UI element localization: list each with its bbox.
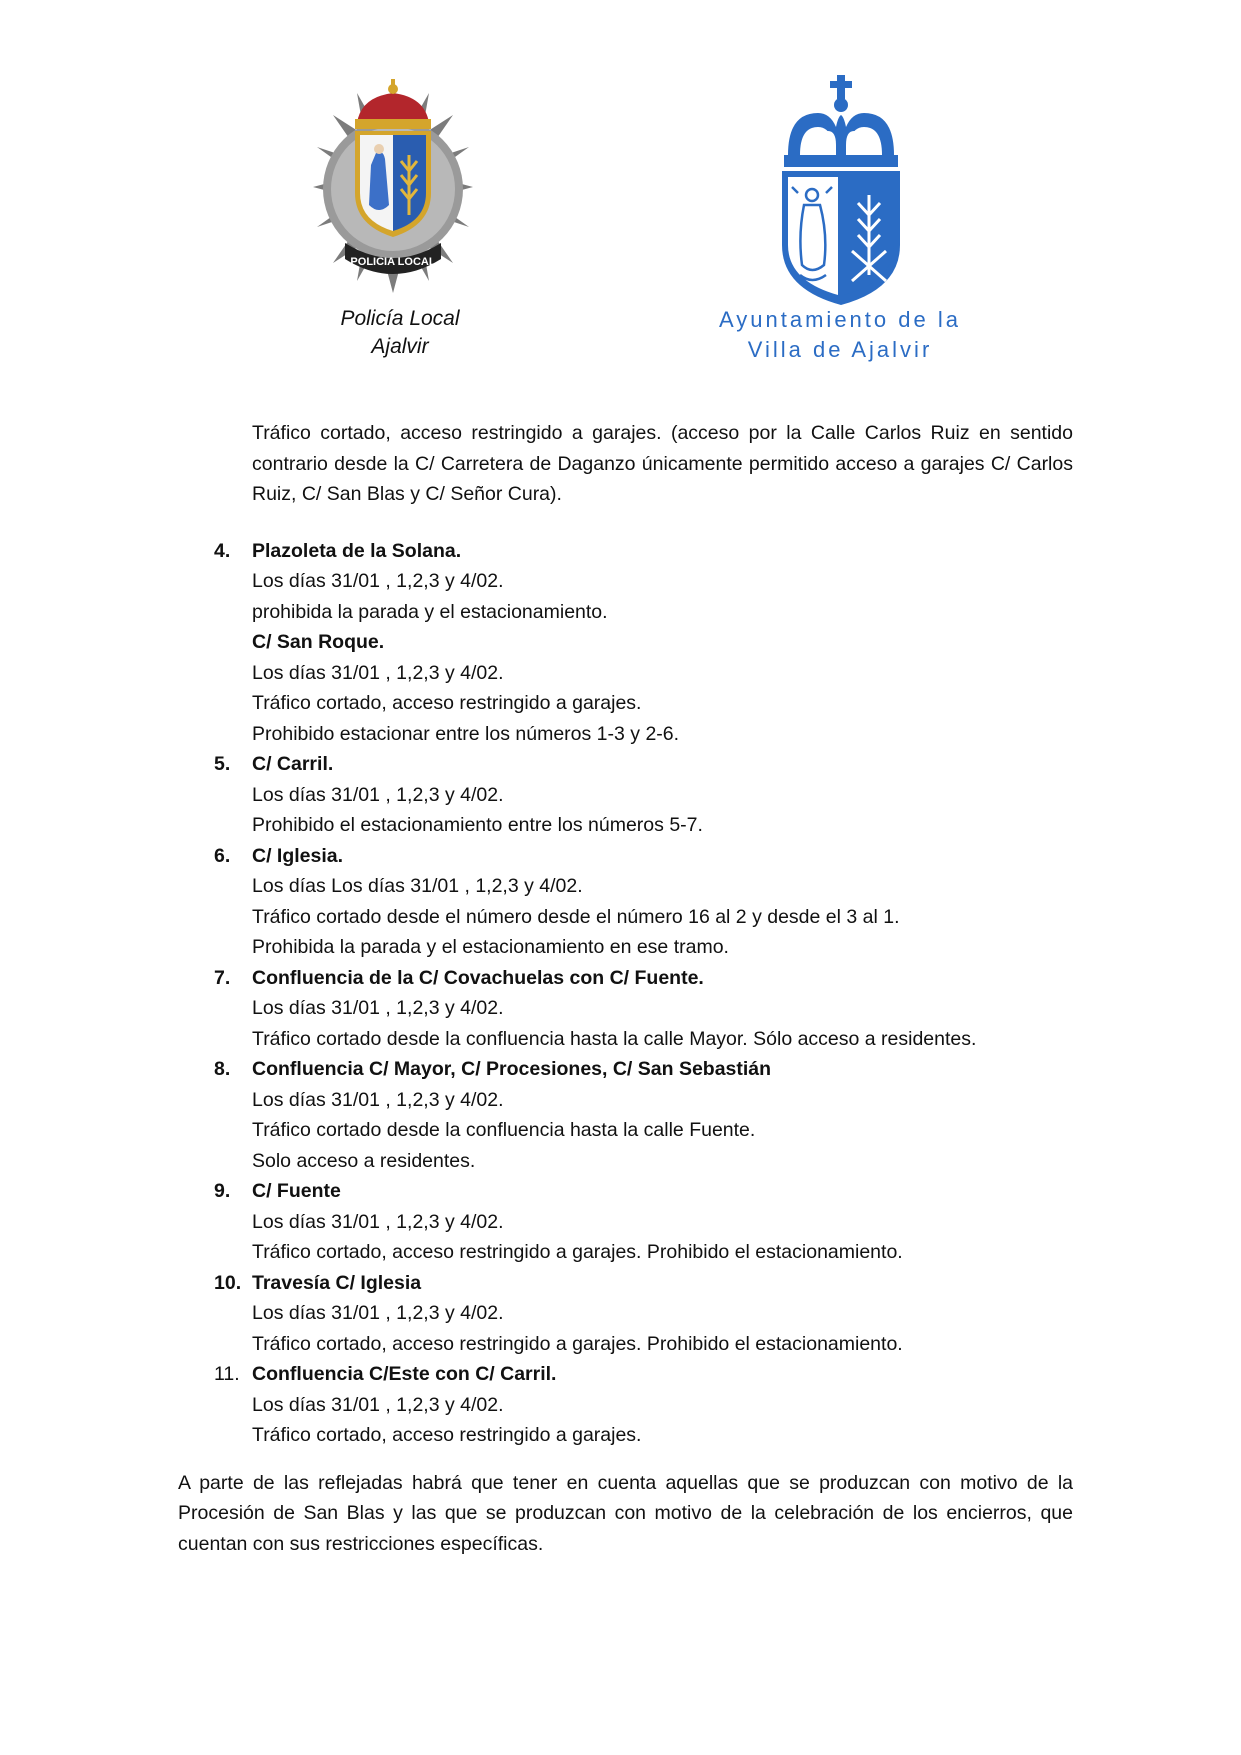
town-caption: [690, 305, 990, 365]
item-line: Los días 31/01 , 1,2,3 y 4/02.: [252, 1210, 504, 1233]
item-line: Los días 31/01 , 1,2,3 y 4/02.: [252, 1393, 504, 1416]
police-caption: [300, 305, 500, 361]
list-item: [178, 536, 1073, 750]
item-line: prohibida la parada y el estacionamiento.: [252, 600, 608, 623]
town-caption-line2: Villa de Ajalvir: [747, 337, 933, 362]
police-caption-line1: Policía Local: [340, 307, 460, 330]
badge-text: POLICIA LOCAL: [350, 256, 436, 268]
item-line: Tráfico cortado, acceso restringido a garajes.: [252, 1424, 642, 1446]
item-number: 11.: [214, 1363, 240, 1385]
item-line: Tráfico cortado, acceso restringido a garajes. Prohibido el estacionamiento.: [252, 1241, 903, 1263]
ayuntamiento-coat-of-arms-logo: [778, 75, 904, 307]
item-number: 8.: [214, 1058, 231, 1080]
item-subtitle: C/ San Roque.: [252, 631, 385, 653]
item-line: Tráfico cortado desde la confluencia hasta la calle Fuente.: [252, 1119, 756, 1141]
item-title: C/ Carril.: [252, 753, 334, 775]
item-line: Tráfico cortado desde la confluencia hasta la calle Mayor. Sólo acceso a residentes.: [252, 1027, 977, 1050]
item-line: Prohibido estacionar entre los números 1-3 y 2-6.: [252, 722, 680, 745]
list-item: [178, 963, 1073, 1055]
item-title: Travesía C/ Iglesia: [252, 1271, 422, 1294]
item-number: 6.: [214, 844, 231, 867]
item-title: Confluencia de la C/ Covachuelas con C/ Fuente.: [252, 966, 704, 989]
item-line: Los días 31/01 , 1,2,3 y 4/02.: [252, 1088, 504, 1111]
item-number: 5.: [214, 753, 231, 775]
restriction-list: [178, 536, 1073, 1451]
list-item: [178, 1054, 1073, 1176]
item-title: C/ Iglesia.: [252, 844, 344, 867]
item-line: Tráfico cortado, acceso restringido a garajes. Prohibido el estacionamiento.: [252, 1332, 903, 1355]
item-line: Solo acceso a residentes.: [252, 1149, 476, 1172]
item-number: 7.: [214, 966, 231, 989]
item-line: Los días 31/01 , 1,2,3 y 4/02.: [252, 1302, 504, 1324]
item-line: Prohibida la parada y el estacionamiento en ese tramo.: [252, 936, 729, 958]
item-line: Los días 31/01 , 1,2,3 y 4/02.: [252, 997, 504, 1019]
item-title: Plazoleta de la Solana.: [252, 539, 462, 562]
item-title: Confluencia C/Este con C/ Carril.: [252, 1363, 557, 1385]
item-number: 4.: [214, 539, 231, 562]
town-caption-line1: Ayuntamiento de la: [719, 307, 961, 332]
list-item: [178, 841, 1073, 963]
list-item: [178, 1359, 1073, 1451]
list-item: [178, 1176, 1073, 1268]
closing-paragraph: A parte de las reflejadas habrá que tener en cuenta aquellas que se produzcan con motivo de la Procesión de San Blas y las que se produzcan con motivo de la celebración de los encierros, que cuentan con sus restricciones específicas.: [178, 1471, 1073, 1555]
item-number: 9.: [214, 1180, 231, 1202]
policia-local-badge-logo: [309, 75, 477, 303]
police-caption-line2: Ajalvir: [371, 335, 429, 358]
document-body: [178, 418, 1073, 1559]
item-title: Confluencia C/ Mayor, C/ Procesiones, C/ San Sebastián: [252, 1058, 772, 1080]
item-line: Los días 31/01 , 1,2,3 y 4/02.: [252, 661, 504, 684]
item-line: Prohibido el estacionamiento entre los números 5-7.: [252, 814, 703, 836]
item-line: Tráfico cortado, acceso restringido a garajes.: [252, 692, 642, 714]
item-line: Tráfico cortado desde el número desde el número 16 al 2 y desde el 3 al 1.: [252, 905, 900, 928]
item-title: C/ Fuente: [252, 1180, 341, 1202]
item-line: Los días 31/01 , 1,2,3 y 4/02.: [252, 783, 504, 806]
item-line: Los días Los días 31/01 , 1,2,3 y 4/02.: [252, 875, 583, 897]
list-item: [178, 749, 1073, 841]
list-item: [178, 1268, 1073, 1360]
item-number: 10.: [214, 1271, 242, 1294]
item-line: Los días 31/01 , 1,2,3 y 4/02.: [252, 570, 504, 592]
intro-paragraph: Tráfico cortado, acceso restringido a garajes. (acceso por la Calle Carlos Ruiz en sentido contrario desde la C/ Carretera de Daganzo únicamente permitido acceso a garajes C/ Carlos Ruiz, C/ San Blas y C/ Señor Cura).: [252, 422, 1073, 505]
